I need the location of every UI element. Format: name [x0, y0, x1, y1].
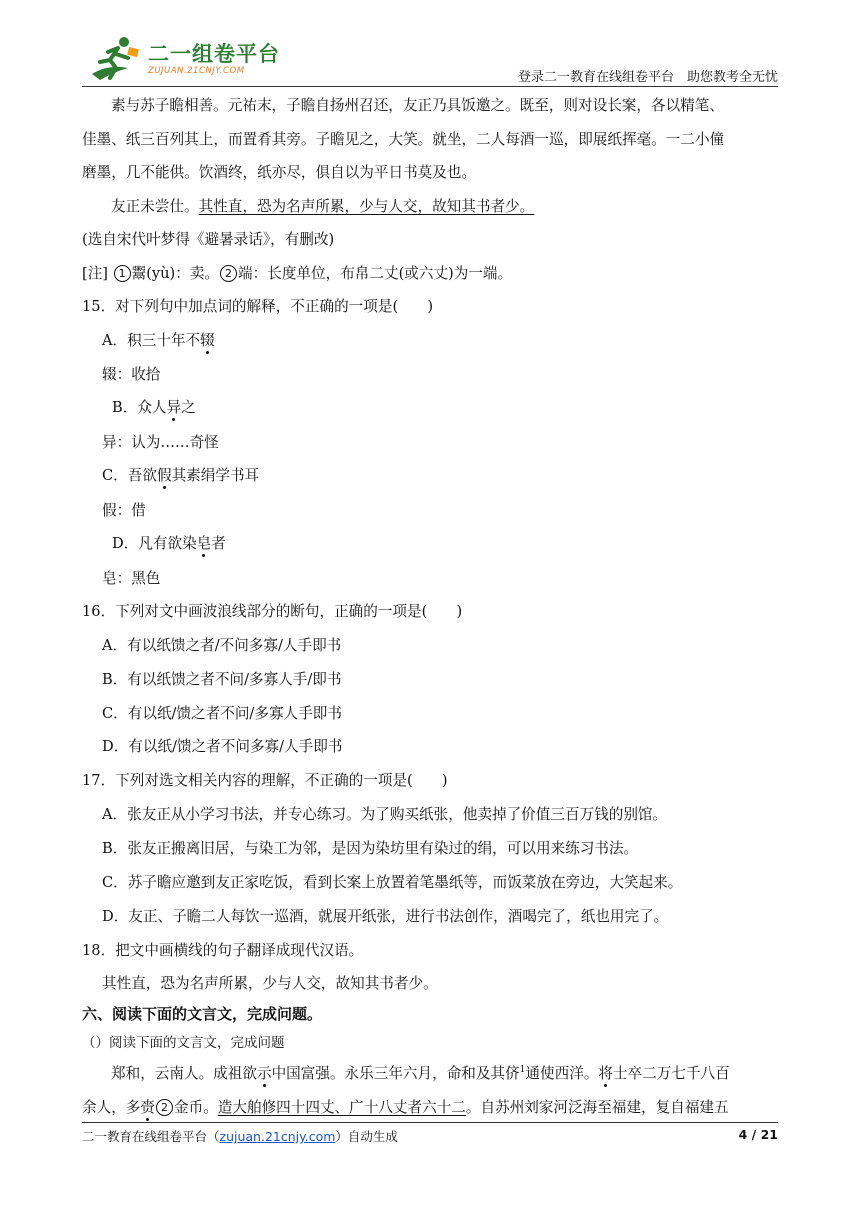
- question-16-option-b: B．有以纸馈之者不问/多寡人手/即书: [102, 671, 342, 688]
- question-15-explanation-a: 辍：收拾: [102, 366, 161, 383]
- question-16-stem: 16．下列对文中画波浪线部分的断句，正确的一项是( ): [82, 603, 463, 620]
- dotted-char: 假: [156, 467, 172, 484]
- question-15-explanation-d: 皂：黑色: [102, 570, 161, 587]
- passage-line: 佳墨、纸三百列其上，而置肴其旁。子瞻见之，大笑。就坐，二人每酒一巡，即展纸挥毫。一二小僮: [82, 131, 725, 148]
- passage-line: 磨墨，几不能供。饮酒终，纸亦尽，俱自以为平日书莫及也。: [82, 164, 477, 181]
- dotted-char: 赍: [140, 1099, 155, 1116]
- dotted-char: 示: [256, 1065, 272, 1082]
- header-divider: [82, 86, 778, 87]
- question-17-option-d: D．友正、子瞻二人每饮一巡酒，就展开纸张，进行书法创作，酒喝完了，纸也用完了。: [102, 908, 669, 925]
- page-header: [0, 0, 860, 92]
- passage-text: 友正未尝仕。: [111, 198, 199, 215]
- section-6-subtitle: （）阅读下面的文言文，完成问题: [82, 1035, 285, 1051]
- question-17-option-c: C．苏子瞻应邀到友正家吃饭，看到长案上放置着笔墨纸等，而饭菜放在旁边，大笑起来。: [102, 874, 683, 891]
- question-15-option-b: B．众人异之: [112, 399, 196, 416]
- passage-source: (选自宋代叶梦得《避暑录话》，有删改): [82, 231, 335, 248]
- page-number: 4 / 21: [738, 1127, 778, 1142]
- footer-link[interactable]: zujuan.21cnjy.com: [219, 1129, 336, 1144]
- footer-source: 二一教育在线组卷平台（zujuan.21cnjy.com）自动生成: [82, 1129, 398, 1144]
- note-marker: 1: [519, 1065, 526, 1076]
- logo-title: 二一组卷平台: [148, 42, 280, 66]
- question-17-option-a: A．张友正从小学习书法，并专心练习。为了购买纸张，他卖掉了价值三百万钱的别馆。: [102, 806, 668, 823]
- runner-logo-icon: [88, 34, 144, 84]
- section-6-title: 六、阅读下面的文言文，完成问题。: [82, 1005, 323, 1023]
- dotted-char: 辍: [200, 332, 215, 349]
- passage-2-line-1: 郑和，云南人。成祖欲示中国富强。永乐三年六月，命和及其侪$^1$通使西洋。将士卒二万七千八百: [111, 1065, 730, 1082]
- question-18-sentence: 其性直，恐为名声所累，少与人交，故知其书者少。: [102, 975, 438, 992]
- passage-line: 素与苏子瞻相善。元祐末，子瞻自扬州召还，友正乃具饭邀之。既至，则对设长案，各以精笔、: [111, 97, 724, 114]
- question-16-option-d: D．有以纸/馈之者不问多寡/人手即书: [102, 738, 343, 755]
- passage-note: [注] 1 鬻(yù)：卖。 2 端：长度单位，布帛二丈(或六丈)为一端。: [82, 265, 513, 282]
- footer-divider: [82, 1122, 778, 1123]
- note-marker: 2: [156, 1099, 173, 1116]
- question-17-option-b: B．张友正搬离旧居，与染工为邻，是因为染坊里有染过的绢，可以用来练习书法。: [102, 840, 639, 857]
- underlined-sentence: 其性直，恐为名声所累，少与人交，故知其书者少。: [198, 198, 535, 215]
- site-logo[interactable]: [88, 34, 288, 84]
- question-15-stem: 15．对下列句中加点词的解释，不正确的一项是( ): [82, 298, 434, 315]
- question-15-option-d: D．凡有欲染皂者: [112, 535, 226, 552]
- note-marker: 1: [114, 265, 131, 282]
- dotted-char: 皂: [196, 535, 212, 552]
- question-15-explanation-c: 假：借: [102, 502, 146, 519]
- question-16-option-a: A．有以纸馈之者/不问多寡/人手即书: [102, 637, 342, 654]
- header-slogan: 登录二一教育在线组卷平台 助您教考全无忧: [517, 70, 778, 85]
- question-16-option-c: C．有以纸/馈之者不问/多寡人手即书: [102, 705, 342, 722]
- question-15-explanation-b: 异：认为……奇怪: [102, 434, 219, 451]
- note-marker: 2: [220, 265, 237, 282]
- question-17-stem: 17．下列对选文相关内容的理解，不正确的一项是( ): [82, 772, 448, 789]
- passage-2-line-2: 余人，多赍 2 金币。造大舶修四十四丈、广十八丈者六十二。自苏州刘家河泛海至福建，复自福建五: [82, 1099, 729, 1116]
- question-18-stem: 18．把文中画横线的句子翻译成现代汉语。: [82, 942, 364, 959]
- question-15-option-c: C．吾欲假其素绢学书耳: [102, 467, 260, 484]
- underlined-sentence: 造大舶修四十四丈、广十八丈者六十二: [217, 1099, 466, 1116]
- dotted-char: 异: [166, 399, 182, 416]
- logo-subtitle: ZUJUAN.21CNJY.COM: [148, 66, 245, 76]
- passage-paragraph-2: [82, 195, 534, 216]
- dotted-char: 将: [598, 1065, 613, 1082]
- question-15-option-a: A．积三十年不辍: [102, 332, 215, 349]
